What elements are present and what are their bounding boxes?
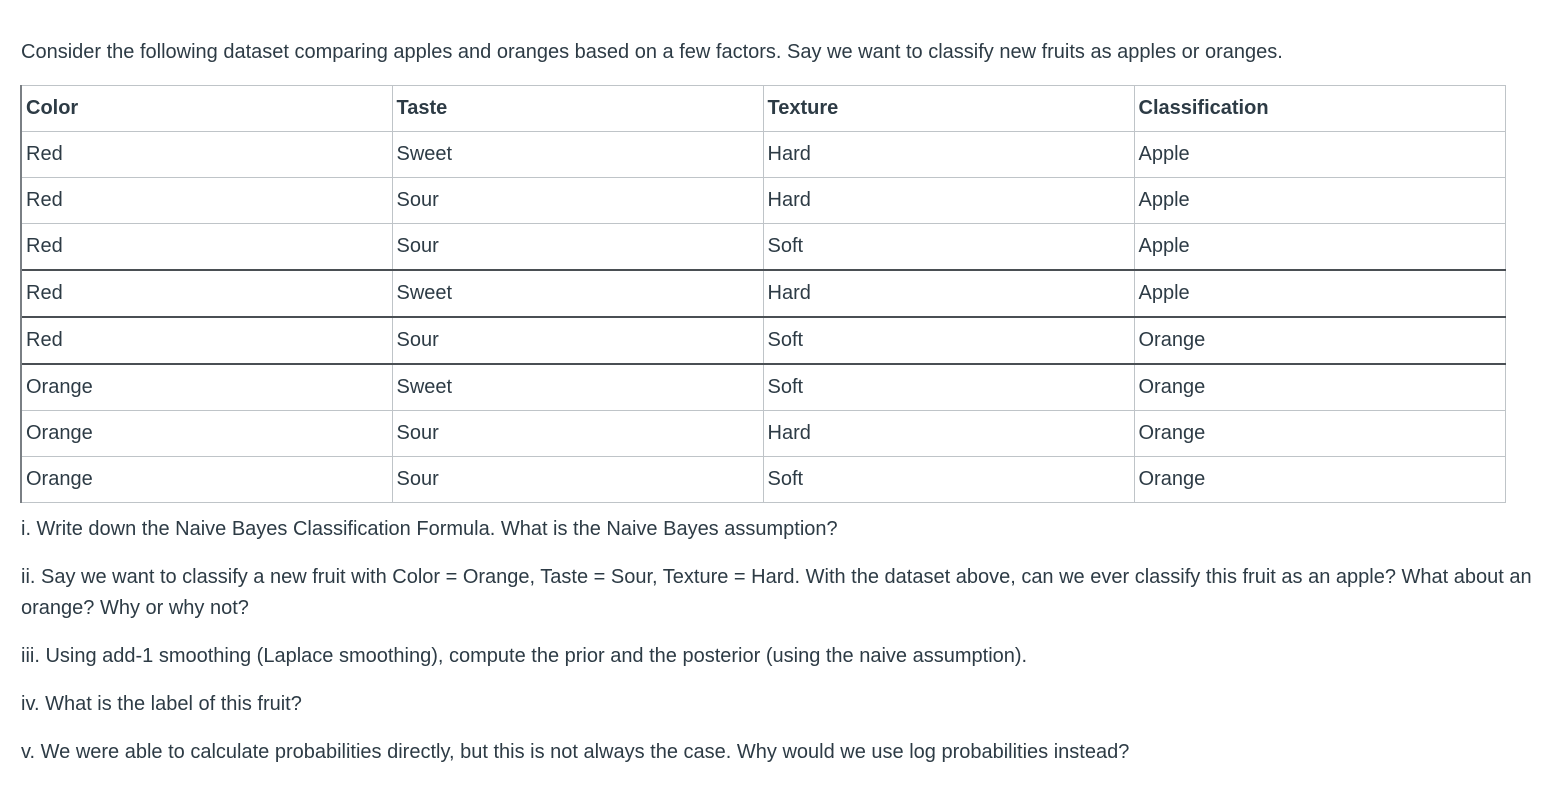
table-row [21,224,1505,271]
cell-taste: Sour [392,317,763,364]
question-iv: iv. What is the label of this fruit? [21,693,302,715]
column-header-taste: Taste [392,86,763,132]
question-v: v. We were able to calculate probabilities directly, but this is not always the case. Why would we use log probabilities instead? [21,741,1130,763]
table-row [21,457,1505,503]
cell-texture: Hard [763,132,1134,178]
cell-taste: Sour [392,224,763,271]
column-header-texture: Texture [763,86,1134,132]
question-iii: iii. Using add-1 smoothing (Laplace smoothing), compute the prior and the posterior (using the naive assumption). [21,645,1028,667]
table-row [21,270,1505,317]
cell-classification: Orange [1134,411,1505,457]
cell-texture: Soft [763,457,1134,503]
cell-texture: Hard [763,411,1134,457]
cell-taste: Sour [392,457,763,503]
cell-classification: Apple [1134,224,1505,271]
column-header-classification: Classification [1134,86,1505,132]
table-row [21,411,1505,457]
fruit-dataset-table [20,85,1506,503]
table-row [21,132,1505,178]
table-row [21,317,1505,364]
question-i: i. Write down the Naive Bayes Classification Formula. What is the Naive Bayes assumption? [21,518,838,540]
table-header-row [21,86,1505,132]
intro-text: Consider the following dataset comparing apples and oranges based on a few factors. Say we want to classify new fruits as apples or oranges. [21,41,1283,63]
cell-color: Red [21,224,392,271]
cell-classification: Apple [1134,270,1505,317]
question-list [21,514,1541,768]
cell-color: Red [21,178,392,224]
column-header-color: Color [21,86,392,132]
cell-texture: Hard [763,270,1134,317]
cell-texture: Soft [763,224,1134,271]
cell-color: Orange [21,364,392,411]
cell-color: Red [21,317,392,364]
cell-taste: Sour [392,411,763,457]
cell-classification: Orange [1134,457,1505,503]
cell-color: Orange [21,411,392,457]
cell-color: Orange [21,457,392,503]
cell-taste: Sour [392,178,763,224]
cell-texture: Hard [763,178,1134,224]
table-row [21,178,1505,224]
cell-taste: Sweet [392,132,763,178]
cell-classification: Apple [1134,132,1505,178]
cell-classification: Orange [1134,364,1505,411]
cell-taste: Sweet [392,364,763,411]
cell-classification: Apple [1134,178,1505,224]
cell-color: Red [21,270,392,317]
cell-texture: Soft [763,364,1134,411]
cell-classification: Orange [1134,317,1505,364]
cell-texture: Soft [763,317,1134,364]
cell-color: Red [21,132,392,178]
table-row [21,364,1505,411]
question-ii: ii. Say we want to classify a new fruit with Color = Orange, Taste = Sour, Texture = Hard. With the dataset above, can we ever classify this fruit as an apple? What about an orange? Why or why not? [21,566,1532,619]
cell-taste: Sweet [392,270,763,317]
